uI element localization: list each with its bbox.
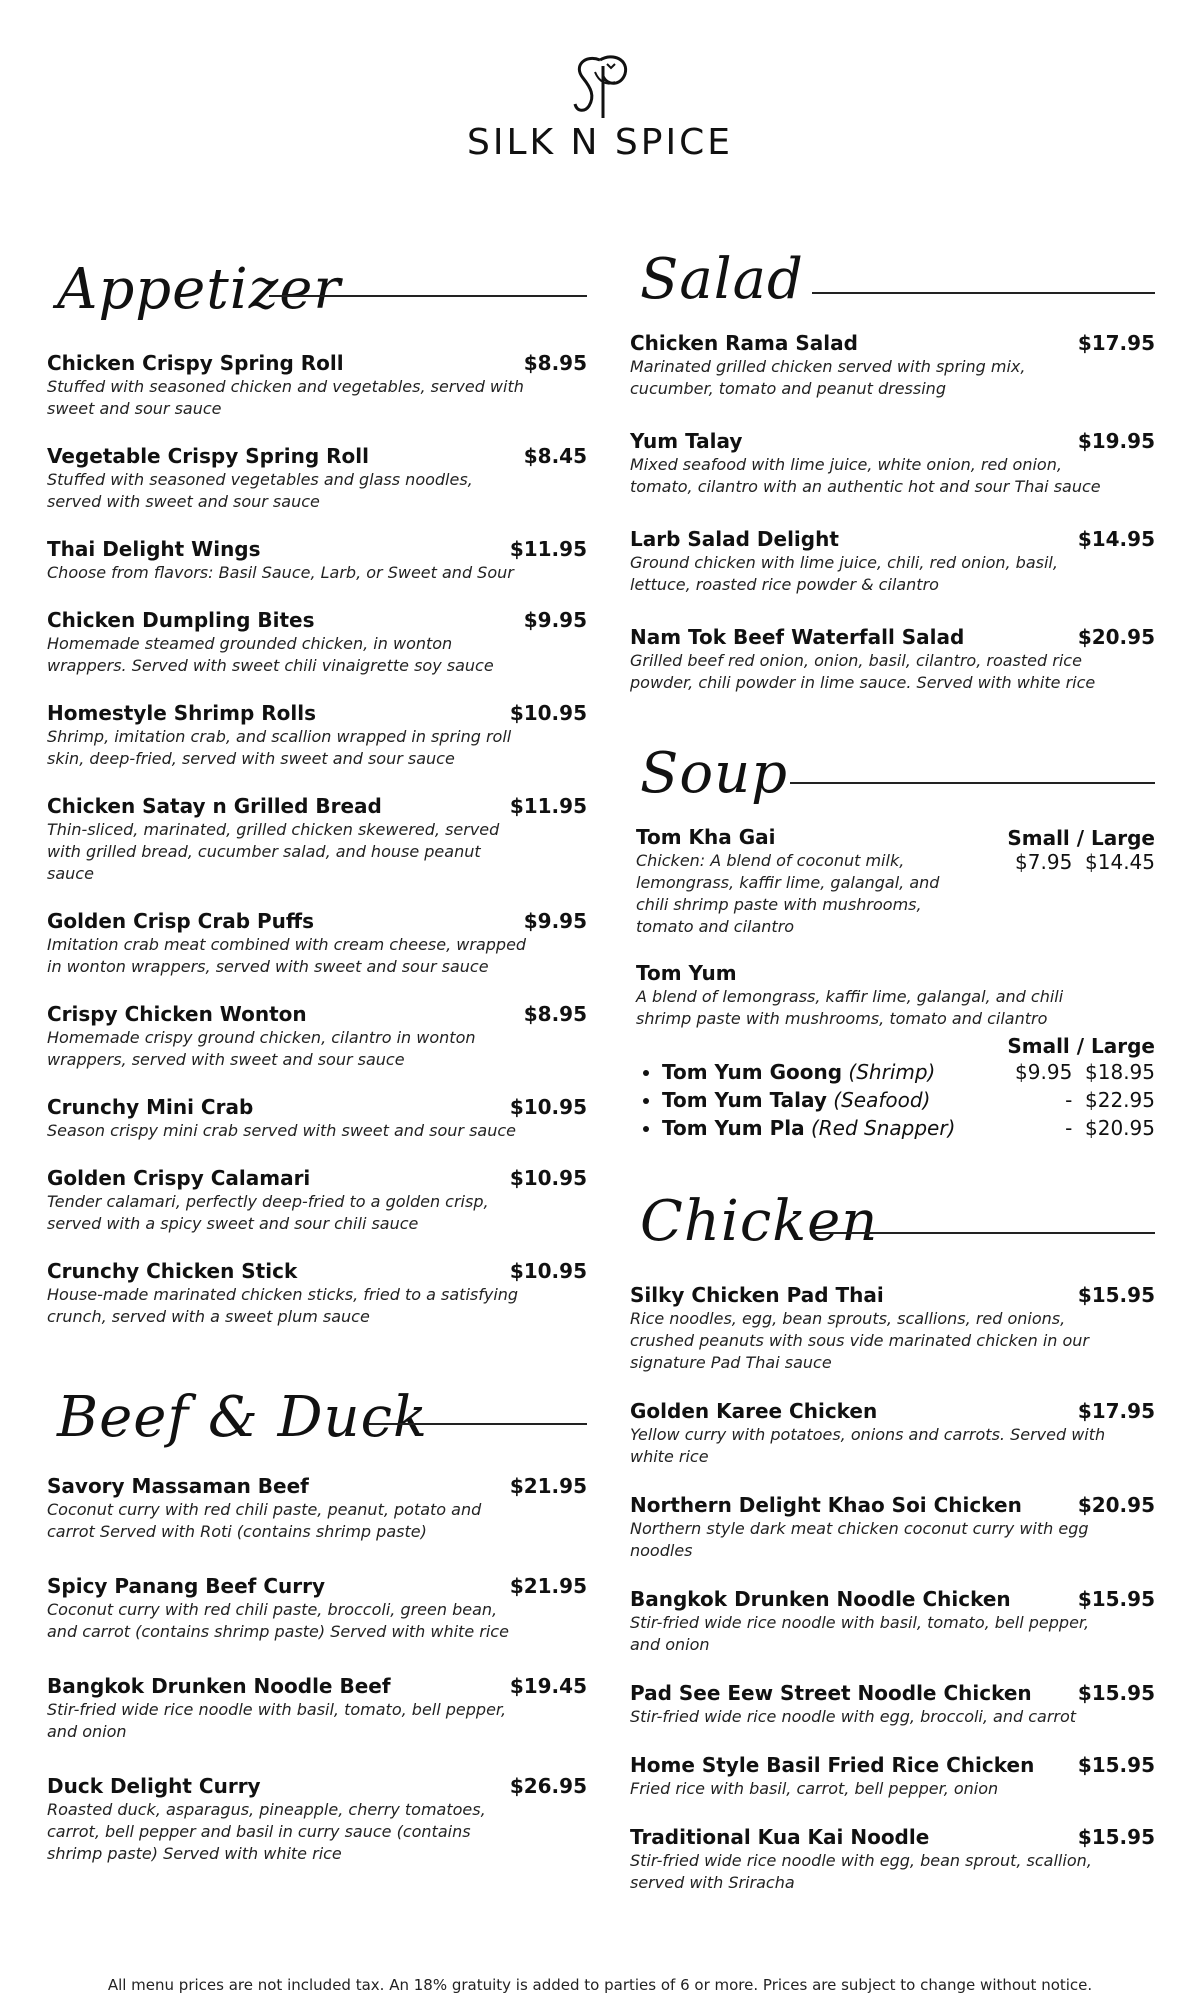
- item-price: $15.95: [1077, 1681, 1155, 1705]
- section-divider: [269, 295, 587, 297]
- variant-sub: (Seafood): [833, 1088, 931, 1112]
- menu-item: [47, 1258, 587, 1328]
- item-price: $9.95: [523, 608, 587, 632]
- variant-name: Tom Yum Goong: [662, 1060, 843, 1084]
- item-description: Marinated grilled chicken served with spring mix, cucumber, tomato and peanut dressing: [630, 357, 1026, 398]
- item-name: Thai Delight Wings: [47, 537, 261, 561]
- item-description: Fried rice with basil, carrot, bell pepper, onion: [630, 1779, 999, 1798]
- item-description: Roasted duck, asparagus, pineapple, cherry tomatoes, carrot, bell pepper and basil in curry sauce (contains shrimp paste) Served with white rice: [47, 1800, 486, 1863]
- item-description: Chicken: A blend of coconut milk, lemongrass, kaffir lime, galangal, and chili shrimp paste with mushrooms, tomato and cilantro: [636, 851, 940, 936]
- menu-item: [47, 1573, 587, 1643]
- section-title-beef-duck: Beef & Duck: [57, 1385, 428, 1450]
- menu-item: [47, 1473, 587, 1543]
- item-price: $8.95: [523, 351, 587, 375]
- menu-item: [47, 443, 587, 513]
- salad-header: [630, 230, 1155, 330]
- item-name: Nam Tok Beef Waterfall Salad: [630, 625, 965, 649]
- variant-name: Tom Yum Pla: [662, 1116, 805, 1140]
- section-title-soup: Soup: [640, 741, 788, 806]
- item-price: $21.95: [509, 1474, 587, 1498]
- menu-item: [630, 1752, 1155, 1800]
- menu-item: [630, 1398, 1155, 1468]
- ornamental-sp-monogram-icon: [555, 52, 645, 122]
- section-divider: [812, 1232, 1155, 1234]
- variant-name: Tom Yum Talay: [662, 1088, 827, 1112]
- salad-list: [630, 330, 1155, 694]
- item-description: Choose from flavors: Basil Sauce, Larb, or Sweet and Sour: [47, 563, 514, 582]
- menu-item: [47, 350, 587, 420]
- item-price: $8.95: [523, 1002, 587, 1026]
- item-name: Traditional Kua Kai Noodle: [630, 1825, 930, 1849]
- item-name: Bangkok Drunken Noodle Beef: [47, 1674, 391, 1698]
- menu-item: [47, 1094, 587, 1142]
- section-divider: [369, 1423, 587, 1425]
- footer-note: All menu prices are not included tax. An 18% gratuity is added to parties of 6 or more. Prices are subject to change without notice.: [107, 1976, 1093, 1994]
- item-price: $21.95: [509, 1574, 587, 1598]
- item-price: $15.95: [1077, 1753, 1155, 1777]
- menu-item: [630, 1492, 1155, 1562]
- item-name: Chicken Satay n Grilled Bread: [47, 794, 382, 818]
- item-price: $8.45: [523, 444, 587, 468]
- item-description: House-made marinated chicken sticks, fried to a satisfying crunch, served with a sweet plum sauce: [47, 1285, 519, 1326]
- item-name: Duck Delight Curry: [47, 1774, 261, 1798]
- item-description: Imitation crab meat combined with cream cheese, wrapped in wonton wrappers, served with sweet and sour sauce: [47, 935, 527, 976]
- item-name: Crunchy Chicken Stick: [47, 1259, 298, 1283]
- item-name: Crispy Chicken Wonton: [47, 1002, 307, 1026]
- item-price: $20.95: [1077, 625, 1155, 649]
- item-price: $15.95: [1077, 1825, 1155, 1849]
- chicken-header: [630, 1172, 1155, 1272]
- item-description: Stuffed with seasoned vegetables and glass noodles, served with sweet and sour sauce: [47, 470, 473, 511]
- item-description: Northern style dark meat chicken coconut curry with egg noodles: [630, 1519, 1089, 1560]
- item-description: Mixed seafood with lime juice, white onion, red onion, tomato, cilantro with an authentic hot and sour Thai sauce: [630, 455, 1101, 496]
- tom-yum-variant: [662, 1114, 1155, 1142]
- item-name: Home Style Basil Fried Rice Chicken: [630, 1753, 1035, 1777]
- item-description: Homemade steamed grounded chicken, in wonton wrappers. Served with sweet chili vinaigrette soy sauce: [47, 634, 494, 675]
- item-price: $11.95: [509, 794, 587, 818]
- item-name: Chicken Crispy Spring Roll: [47, 351, 344, 375]
- menu-item: [47, 536, 587, 584]
- item-name: Tom Yum: [636, 961, 737, 985]
- item-description: A blend of lemongrass, kaffir lime, galangal, and chili shrimp paste with mushrooms, tomato and cilantro: [636, 987, 1064, 1028]
- tom-kha-item: [636, 824, 1155, 938]
- beef-duck-header: [47, 1368, 587, 1468]
- tom-kha-prices: [1007, 850, 1155, 874]
- item-name: Chicken Dumpling Bites: [47, 608, 315, 632]
- item-name: Yum Talay: [630, 429, 743, 453]
- item-price: $14.95: [1077, 527, 1155, 551]
- menu-item: [630, 1680, 1155, 1728]
- left-column: [47, 240, 587, 1895]
- item-name: Homestyle Shrimp Rolls: [47, 701, 317, 725]
- item-description: Coconut curry with red chili paste, broccoli, green bean, and carrot (contains shrimp paste) Served with white rice: [47, 1600, 509, 1641]
- item-name: Golden Crispy Calamari: [47, 1166, 311, 1190]
- item-description: Season crispy mini crab served with sweet and sour sauce: [47, 1121, 516, 1140]
- item-name: Spicy Panang Beef Curry: [47, 1574, 326, 1598]
- item-name: Northern Delight Khao Soi Chicken: [630, 1493, 1022, 1517]
- menu-item: [47, 700, 587, 770]
- tom-yum-variant: [662, 1058, 1155, 1086]
- item-description: Yellow curry with potatoes, onions and carrots. Served with white rice: [630, 1425, 1106, 1466]
- item-price: $15.95: [1077, 1587, 1155, 1611]
- section-title-appetizer: Appetizer: [57, 257, 342, 322]
- item-description: Ground chicken with lime juice, chili, red onion, basil, lettuce, roasted rice powder & cilantro: [630, 553, 1058, 594]
- item-name: Crunchy Mini Crab: [47, 1095, 254, 1119]
- item-description: Rice noodles, egg, bean sprouts, scallions, red onions, crushed peanuts with sous vide marinated chicken in our signature Pad Thai sauce: [630, 1309, 1089, 1372]
- item-description: Thin-sliced, marinated, grilled chicken skewered, served with grilled bread, cucumber salad, and house peanut sauce: [47, 820, 500, 883]
- brand-name: SILK N SPICE: [466, 122, 733, 163]
- menu-item: [47, 1773, 587, 1865]
- menu-item: [630, 1282, 1155, 1374]
- section-divider: [812, 292, 1155, 294]
- tom-yum-variants: [636, 1058, 1155, 1142]
- item-price: $15.95: [1077, 1283, 1155, 1307]
- item-description: Tender calamari, perfectly deep-fried to a golden crisp, served with a spicy sweet and sour chili sauce: [47, 1192, 489, 1233]
- item-price: $19.95: [1077, 429, 1155, 453]
- item-name: Savory Massaman Beef: [47, 1474, 309, 1498]
- variant-sub: (Shrimp): [848, 1060, 936, 1084]
- item-name: Tom Kha Gai: [636, 825, 776, 849]
- item-name: Chicken Rama Salad: [630, 331, 858, 355]
- item-description: Stir-fried wide rice noodle with egg, bean sprout, scallion, served with Sriracha: [630, 1851, 1092, 1892]
- item-name: Larb Salad Delight: [630, 527, 839, 551]
- menu-item: [47, 908, 587, 978]
- menu-item: [630, 1586, 1155, 1656]
- variant-price: $9.95 $18.95: [1015, 1060, 1155, 1084]
- menu-item: [47, 1673, 587, 1743]
- menu-item: [630, 330, 1155, 400]
- menu-item: [47, 1001, 587, 1071]
- price-small: $7.95: [1015, 850, 1073, 874]
- size-label: Small / Large: [1007, 826, 1155, 850]
- soup-header: [630, 724, 1155, 824]
- appetizer-header: [47, 240, 587, 340]
- item-price: $10.95: [509, 701, 587, 725]
- item-name: Bangkok Drunken Noodle Chicken: [630, 1587, 1011, 1611]
- section-title-chicken: Chicken: [640, 1189, 879, 1254]
- size-label: Small / Large: [1007, 1034, 1155, 1058]
- item-price: $9.95: [523, 909, 587, 933]
- brand-logo: [0, 52, 1200, 163]
- item-price: $10.95: [509, 1095, 587, 1119]
- menu-item: [630, 1824, 1155, 1894]
- variant-price: - $20.95: [1065, 1116, 1155, 1140]
- item-description: Stir-fried wide rice noodle with egg, broccoli, and carrot: [630, 1707, 1077, 1726]
- menu-item: [630, 526, 1155, 596]
- item-description: Homemade crispy ground chicken, cilantro in wonton wrappers, served with sweet and sour sauce: [47, 1028, 476, 1069]
- variant-sub: (Red Snapper): [810, 1116, 956, 1140]
- section-divider: [790, 782, 1155, 784]
- beef-duck-list: [47, 1473, 587, 1865]
- item-description: Shrimp, imitation crab, and scallion wrapped in spring roll skin, deep-fried, served with sweet and sour sauce: [47, 727, 512, 768]
- item-price: $10.95: [509, 1259, 587, 1283]
- tom-yum-variant: [662, 1086, 1155, 1114]
- menu-item: [47, 1165, 587, 1235]
- menu-item: [47, 607, 587, 677]
- item-description: Grilled beef red onion, onion, basil, cilantro, roasted rice powder, chili powder in lime sauce. Served with white rice: [630, 651, 1096, 692]
- item-name: Pad See Eew Street Noodle Chicken: [630, 1681, 1032, 1705]
- item-price: $26.95: [509, 1774, 587, 1798]
- item-price: $10.95: [509, 1166, 587, 1190]
- item-price: $17.95: [1077, 331, 1155, 355]
- item-price: $17.95: [1077, 1399, 1155, 1423]
- chicken-list: [630, 1282, 1155, 1894]
- item-description: Coconut curry with red chili paste, peanut, potato and carrot Served with Roti (contains shrimp paste): [47, 1500, 482, 1541]
- item-name: Golden Karee Chicken: [630, 1399, 878, 1423]
- item-description: Stuffed with seasoned chicken and vegetables, served with sweet and sour sauce: [47, 377, 524, 418]
- item-price: $19.45: [509, 1674, 587, 1698]
- item-name: Vegetable Crispy Spring Roll: [47, 444, 370, 468]
- price-large: $14.45: [1085, 850, 1155, 874]
- menu-item: [630, 624, 1155, 694]
- right-column: [630, 240, 1155, 1918]
- menu-item: [630, 428, 1155, 498]
- item-name: Silky Chicken Pad Thai: [630, 1283, 884, 1307]
- section-title-salad: Salad: [640, 247, 804, 312]
- menu-item: [47, 793, 587, 885]
- tom-yum-item: [636, 960, 1155, 1142]
- item-description: Stir-fried wide rice noodle with basil, tomato, bell pepper, and onion: [47, 1700, 507, 1741]
- item-name: Golden Crisp Crab Puffs: [47, 909, 314, 933]
- item-price: $20.95: [1077, 1493, 1155, 1517]
- appetizer-list: [47, 350, 587, 1328]
- variant-price: - $22.95: [1065, 1088, 1155, 1112]
- item-price: $11.95: [509, 537, 587, 561]
- item-description: Stir-fried wide rice noodle with basil, tomato, bell pepper, and onion: [630, 1613, 1090, 1654]
